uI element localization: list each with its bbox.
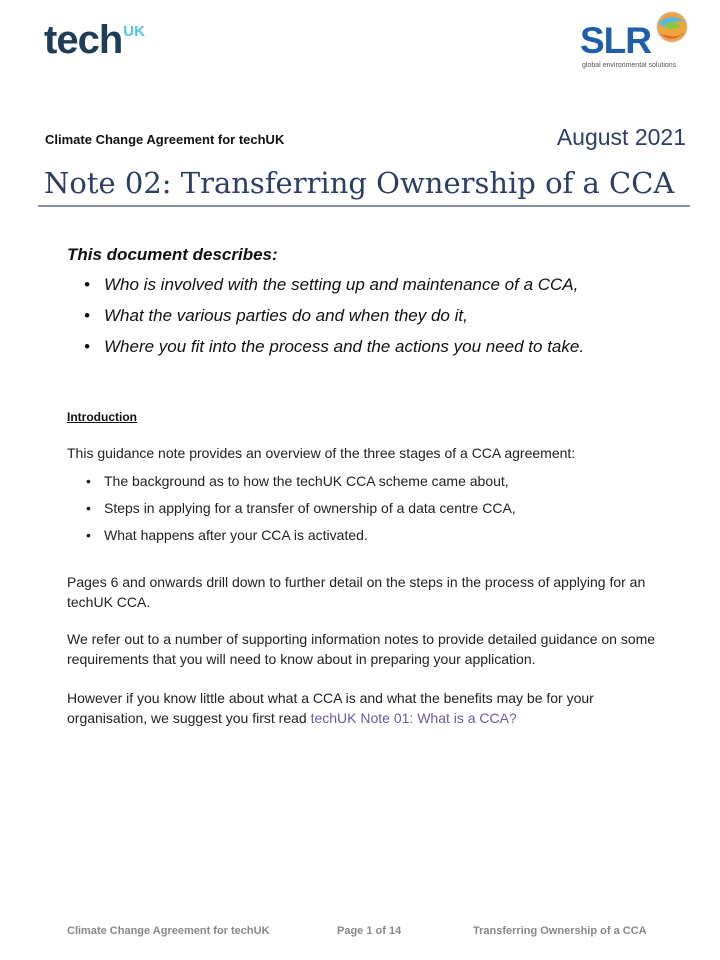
slr-logo xyxy=(580,10,692,72)
document-subtitle: Climate Change Agreement for techUK xyxy=(45,132,285,147)
list-item: • What the various parties do and when they do it, xyxy=(84,304,584,335)
paragraph-further-detail: Pages 6 and onwards drill down to further detail on the steps in the process of applying for an techUK CCA. xyxy=(67,574,646,610)
page-title: Note 02: Transferring Ownership of a CCA xyxy=(44,166,675,200)
document-date: August 2021 xyxy=(556,124,686,150)
paragraph-supporting-notes: We refer out to a number of supporting information notes to provide detailed guidance on some requirements that you will need to know about in preparing your application. xyxy=(67,631,656,667)
bullet-icon: • xyxy=(86,500,91,516)
bullet-icon: • xyxy=(84,337,90,356)
globe-icon xyxy=(655,10,689,44)
describes-heading: This document describes: xyxy=(67,245,278,264)
describes-list xyxy=(84,273,584,366)
bullet-icon: • xyxy=(84,275,90,294)
bullet-icon: • xyxy=(86,473,91,489)
list-item: • Who is involved with the setting up and maintenance of a CCA, xyxy=(84,273,584,304)
list-item: • What happens after your CCA is activated. xyxy=(86,527,368,543)
title-divider xyxy=(38,205,690,207)
techuk-logo xyxy=(44,20,145,60)
footer-note-title: Transferring Ownership of a CCA xyxy=(473,925,647,937)
paragraph-what-is-cca: However if you know little about what a CCA is and what the benefits may be for your organisation, we suggest you first read techUK Note 01: What is a CCA? xyxy=(67,690,594,726)
footer-document-name: Climate Change Agreement for techUK xyxy=(67,925,270,937)
bullet-icon: • xyxy=(84,306,90,325)
list-item: • Steps in applying for a transfer of ownership of a data centre CCA, xyxy=(86,500,516,516)
techuk-logo-main: tech xyxy=(44,18,123,62)
introduction-list xyxy=(86,472,516,553)
introduction-heading: Introduction xyxy=(67,410,137,424)
what-is-a-cca-link[interactable]: techUK Note 01: What is a CCA? xyxy=(310,710,517,726)
footer-page-number: Page 1 of 14 xyxy=(337,925,402,937)
slr-logo-name: SLR xyxy=(580,20,651,61)
list-item: • The background as to how the techUK CCA scheme came about, xyxy=(86,473,509,489)
techuk-logo-superscript: UK xyxy=(123,23,145,40)
slr-logo-tagline: global environmental solutions xyxy=(582,62,677,69)
list-item: • Where you fit into the process and the actions you need to take. xyxy=(84,335,584,366)
introduction-lead: This guidance note provides an overview of the three stages of a CCA agreement: xyxy=(67,445,576,461)
bullet-icon: • xyxy=(86,527,91,543)
